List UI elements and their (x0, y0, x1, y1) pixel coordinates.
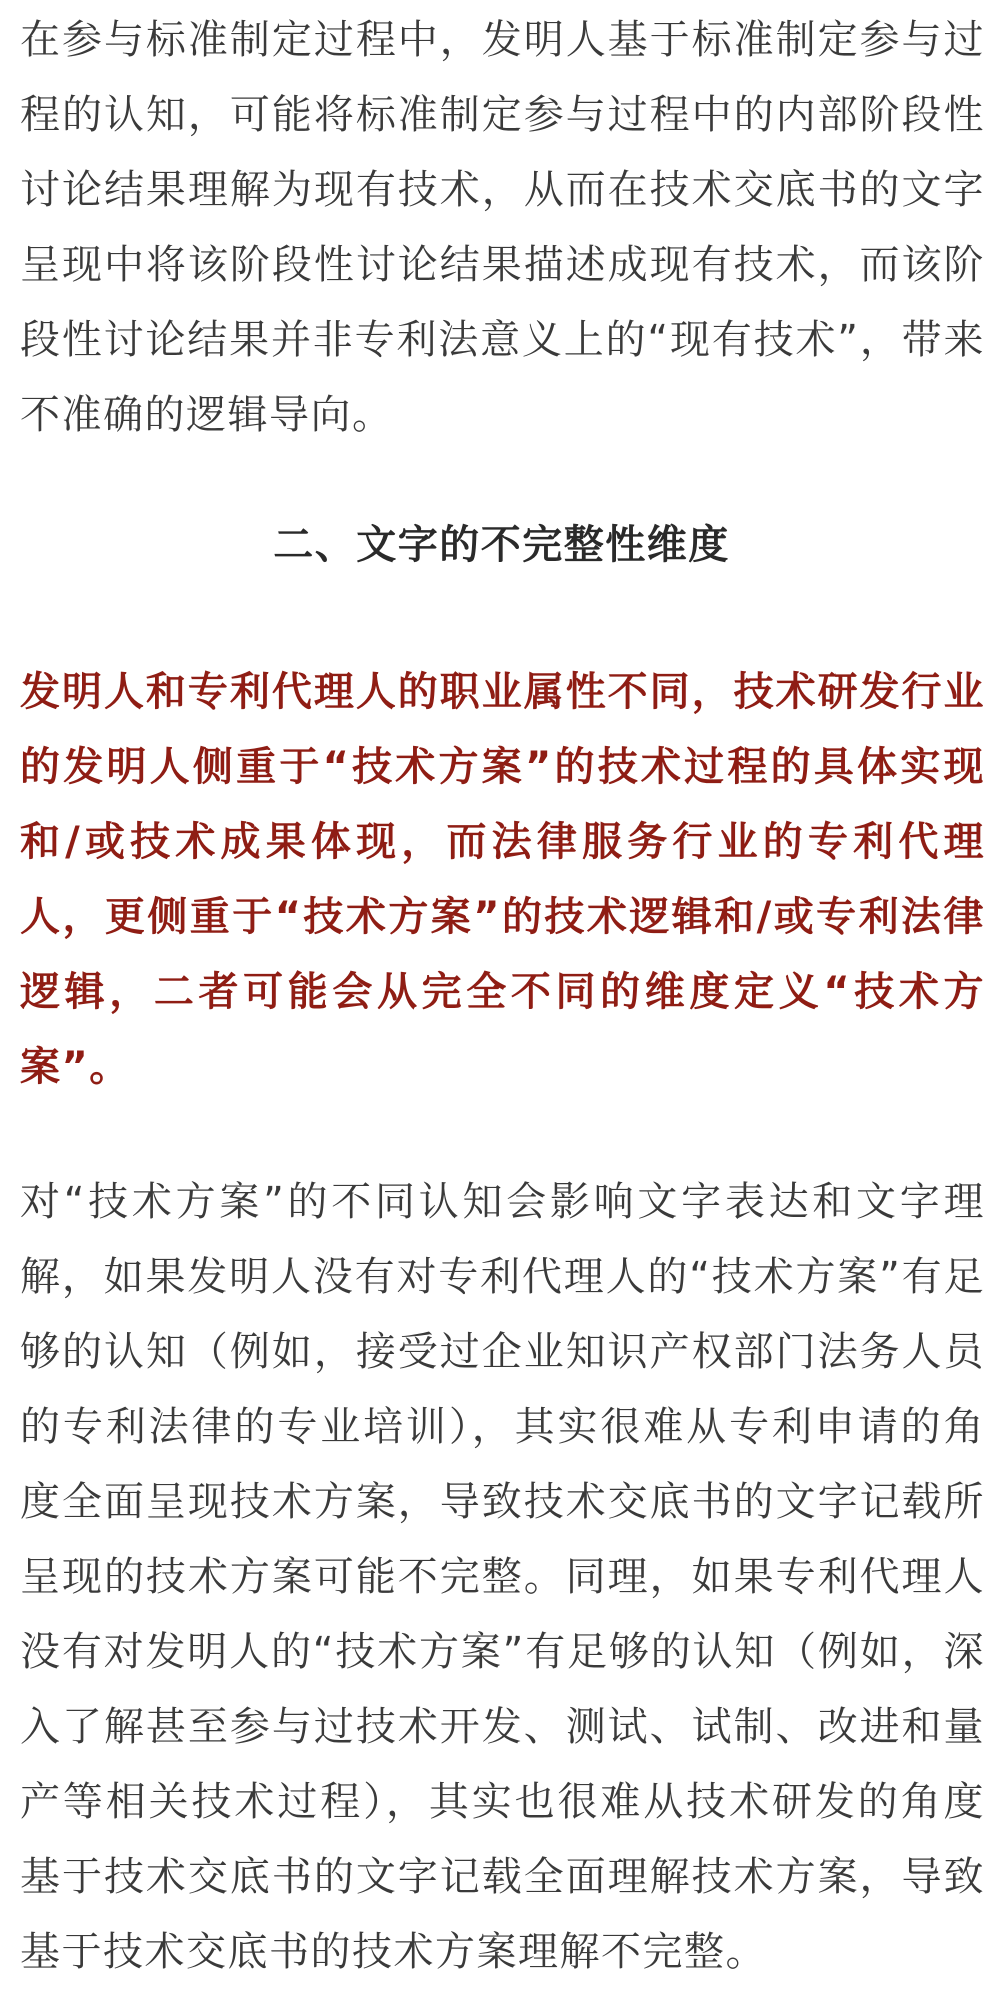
paragraph-technical-solution-understanding: 对“技术方案”的不同认知会影响文字表达和文字理解，如果发明人没有对专利代理人的“技术方案”有足够的认知（例如，接受过企业知识产权部门法务人员的专利法律的专业培训），其实很难从专利申请的角度全面呈现技术方案，导致技术交底书的文字记载所呈现的技术方案可能不完整。同理，如果专利代理人没有对发明人的“技术方案”有足够的认知（例如，深入了解甚至参与过技术开发、测试、试制、改进和量产等相关技术过程），其实也很难从技术研发的角度基于技术交底书的文字记载全面理解技术方案，导致基于技术交底书的技术方案理解不完整。 (20, 1179, 985, 1975)
emphasis-paragraph: 发明人和专利代理人的职业属性不同，技术研发行业的发明人侧重于“技术方案”的技术过程的具体实现和/或技术成果体现，而法律服务行业的专利代理人，更侧重于“技术方案”的技术逻辑和/或专利法律逻辑，二者可能会从完全不同的维度定义“技术方案”。 (20, 669, 985, 1090)
paragraph-prior-art-context: 在参与标准制定过程中，发明人基于标准制定参与过程的认知，可能将标准制定参与过程中的内部阶段性讨论结果理解为现有技术，从而在技术交底书的文字呈现中将该阶段性讨论结果描述成现有技术，而该阶段性讨论结果并非专利法意义上的“现有技术”，带来不准确的逻辑导向。 (20, 17, 985, 438)
section-heading: 二、文字的不完整性维度 (273, 522, 730, 568)
